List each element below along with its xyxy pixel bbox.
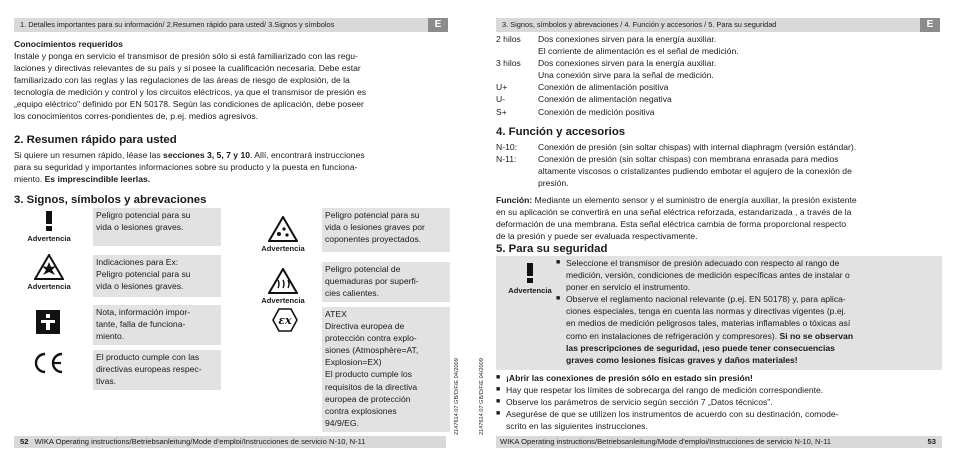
symbol-text: Peligro potencial para su vida o lesiones graves. <box>93 208 221 246</box>
knowledge-title: Conocimientos requeridos <box>14 39 123 49</box>
list-item: ■ Hay que respetar los límites de sobrecarga del rango de medición correspondiente. <box>496 384 944 396</box>
section-2-title: 2. Resumen rápido para usted <box>14 134 177 146</box>
list-item: ■ Seleccione el transmisor de presión adecuado con respecto al rango de medición, versión, condiciones de medición específicas antes de instalar o poner en servicio el instrumento. <box>556 257 940 293</box>
symbol-text: Nota, información impor- tante, falla de funciona- miento. <box>93 305 221 345</box>
header-text: 1. Detalles importantes para su información/ 2.Resumen rápido para usted/ 3.Signos y símbolos <box>20 20 335 29</box>
safety-bullets <box>496 372 944 432</box>
page-header <box>496 18 940 32</box>
safety-warning <box>498 262 562 295</box>
hot-surface-warning-icon <box>268 268 298 294</box>
section-2-paragraph: Si quiere un resumen rápido, léase las secciones 3, 5, 7 y 10. Allí, encontrará instrucciones para su seguridad y importantes informaciones sobre su producto y la puesta en funciona- miento. Es imprescindible leerlas. <box>14 150 365 185</box>
language-tag: E <box>920 18 940 32</box>
footer-text: WIKA Operating instructions/Betriebsanleitung/Mode d'emploi/Instrucciones de servicio N-10, N-11 <box>500 437 831 446</box>
left-page <box>0 0 462 471</box>
symbol-projectile-warning <box>248 216 318 253</box>
warning-icon <box>38 210 60 232</box>
symbol-text: Indicaciones para Ex: Peligro potencial para su vida o lesiones graves. <box>93 255 221 297</box>
info-icon <box>36 310 60 334</box>
symbol-caption: Advertencia <box>261 244 305 253</box>
model-list: N-10: Conexión de presión (sin soltar chispas) with internal diaphragm (versión estándar). N-11: Conexión de presión (sin soltar chispas) con membrana enrasada para medios altamente viscosos o cristalizantes pudiendo embotar el agujero de la conexión de presión. <box>496 142 857 189</box>
symbol-caption: Advertencia <box>508 286 552 295</box>
list-item: ■ Asegurése de que se utilizen los instrumentos de acuerdo con su destinación, comode- scrito en las siguientes instrucciones. <box>496 408 944 432</box>
right-page <box>492 0 954 471</box>
svg-text:εx: εx <box>278 314 292 327</box>
symbol-warning <box>14 210 84 243</box>
symbol-info <box>36 310 60 336</box>
symbol-text: El producto cumple con las directivas europeas respec- tivas. <box>93 350 221 390</box>
page-footer <box>14 436 446 448</box>
page-footer <box>496 436 942 448</box>
symbol-text: ATEX Directiva europea de protección contra explo- siones (Atmosphère=AT, Explosion=EX) El producto cumple los requisitos de la directiva europea de protección contra explosiones 94/9/EG. <box>322 307 450 432</box>
symbol-caption: Advertencia <box>261 296 305 305</box>
section-5-title: 5. Para su seguridad <box>496 243 608 255</box>
section-3-title: 3. Signos, símbolos y abrevaciones <box>14 194 207 206</box>
vertical-code-right: 2147614.07 GB/D/F/E 04/2009 <box>479 358 485 435</box>
projectile-warning-icon <box>268 216 298 242</box>
abbrev-list: 2 hilos Dos conexiones sirven para la energía auxiliar. El corriente de alimentación es el señal de medición. 3 hilos Dos conexiones sirven para la energía auxiliar. Una conexión sirve para la señal de medición. U+ Conexión de alimentación positiva U- Conexión de alimentación negativa S+ Conexión de medición positiva <box>496 34 739 117</box>
list-item: ■ Observe el reglamento nacional relevante (p.ej. EN 50178) y, para aplica- ciones especiales, tenga en cuenta las normas y directivas vigentes (p.ej. en medios de medición peligrosos tales, materias inflamables o tóxicas así como en instalaciones de refrigeración y compresores). Si no se observan las prescripciones de seguridad, ¡eso puede tener consecuencias graves como lesiones físicas graves y daños materiales! <box>556 293 940 366</box>
symbol-ce <box>30 352 66 376</box>
warning-icon <box>519 262 541 284</box>
symbol-caption: Advertencia <box>27 282 71 291</box>
knowledge-paragraph: Instale y ponga en servicio el transmisor de presión sólo si está familiarizado con las regu- laciones y directivas relevantes de su país y si posee la cualificación necesaria. Debe estar familiarizado con las reglas y las regulaciones de las áreas de riesgo de explosión, de la tecnología de medición y control y los circuitos eléctricos, ya que el transmisor de presión es „equipo eléctrico" definido por EN 50178. Según las condiciones de aplicación, debe poseer los conocimientos corres-pondientes de, p.ej. medios agresivos. <box>14 51 367 122</box>
symbol-caption: Advertencia <box>27 234 71 243</box>
list-item: ■ ¡Abrir las conexiones de presión sólo en estado sin presión! <box>496 372 944 384</box>
explosion-warning-icon <box>34 254 64 280</box>
vertical-code-left: 2147614.07 GB/D/F/E 04/2009 <box>454 358 460 435</box>
section-4-title: 4. Función y accesorios <box>496 126 626 138</box>
symbol-explosion-warning <box>14 254 84 291</box>
page-number: 53 <box>927 437 936 446</box>
safety-box-bullets <box>556 257 940 366</box>
symbol-ex <box>272 308 298 334</box>
ce-mark-icon <box>31 352 65 374</box>
language-tag: E <box>428 18 448 32</box>
list-item: ■ Observe los parámetros de servicio según sección 7 „Datos técnicos". <box>496 396 944 408</box>
page-number: 52 <box>20 437 29 446</box>
symbol-text: Peligro potencial para su vida o lesiones graves por coponentes proyectados. <box>322 208 450 252</box>
function-paragraph: Función: Mediante un elemento sensor y el suministro de energía auxiliar, la presión existente en su aplicación se convertirá en una señal eléctrica reforzada, estandarizada , a través de la deformación de una membrana. Esta señal eléctrica cambia de forma proporcional respecto de la presión y puede ser evaluada respectivamente. <box>496 195 857 242</box>
page-header <box>14 18 448 32</box>
footer-text: WIKA Operating instructions/Betriebsanleitung/Mode d'emploi/Instrucciones de servicio N-10, N-11 <box>34 437 366 446</box>
header-text: 3. Signos, símbolos y abrevaciones / 4. Función y accesorios / 5. Para su seguridad <box>502 20 777 29</box>
symbol-text: Peligro potencial de quemaduras por superfi- cies calientes. <box>322 262 450 302</box>
ex-mark-icon <box>272 308 298 332</box>
symbol-hot-surface-warning <box>248 268 318 305</box>
